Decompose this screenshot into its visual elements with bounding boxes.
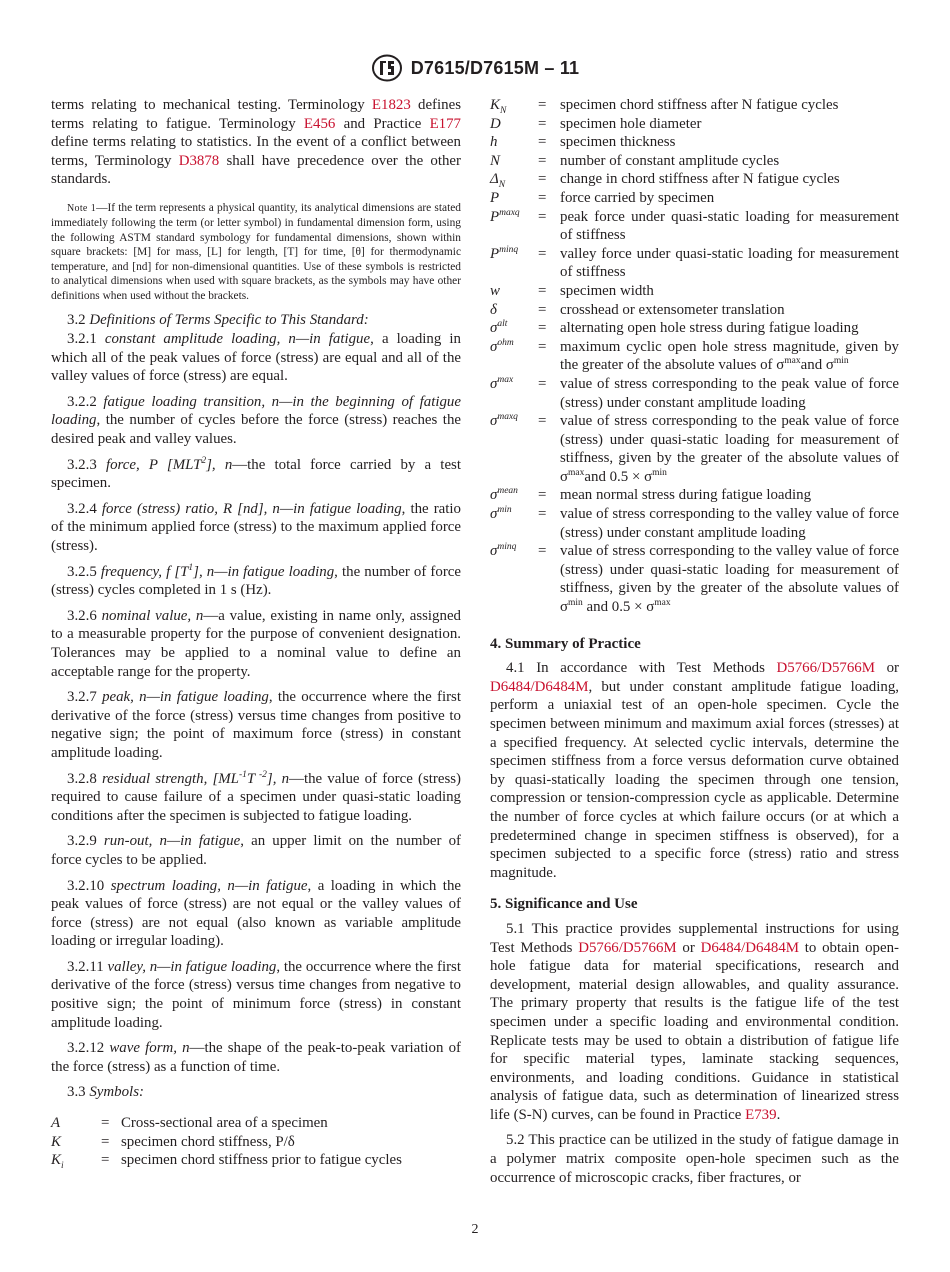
symbol-row: P = force carried by specimen	[490, 189, 715, 206]
link-d6484[interactable]: D6484/D6484M	[700, 939, 800, 956]
link-d3878[interactable]: D3878	[178, 152, 220, 169]
definition-3-2-6: 3.2.6 nominal value, n—a value, existing in name only, assigned to a measurable property for the purpose of convenient designation. Tolerances may be applied to a nominal value to define an acceptable range for the property.	[51, 607, 461, 680]
section-3-3-heading: 3.3 Symbols:	[67, 1084, 144, 1101]
definition-3-2-8: 3.2.8 residual strength, [$ML^{-1}T$ $^{-2}$], n—the value of force (stress) required to cause failure of a specimen under quasi-static loading conditions after the specimen is subjected to fatigue loading.	[51, 769, 461, 824]
definition-3-2-3: 3.2.3 force, P [MLT$^2$], n—the total force carried by a test specimen.	[51, 455, 461, 492]
symbol-row: $P^{minq}$ = valley force under quasi-static loading for measurement of stiffness	[490, 244, 899, 281]
symbol-row: $\sigma^{ohm}$ = maximum cyclic open hole stress magnitude, given by the greater of the absolute values of $\sigma^{max}and$ $\sigma^{min}$	[490, 337, 899, 374]
right-column	[490, 96, 899, 1187]
paragraph-5-1: 5.1 This practice provides supplemental instructions for using Test Methods D5766/D5766M or D6484/D6484M to obtain open-hole fatigue data for material specifications, research and development, material design allowables, and quality assurance. The primary property that results is the fatigue life of the test specimen under a specific loading and environmental condition. Replicate tests may be used to obtain a distribution of fatigue life for specific material types, laminate stacking sequences, environments, and loading conditions. Guidance in statistical analysis of fatigue data, such as determination of linearized stress life (S-N) curves, can be found in Practice E739.	[490, 920, 899, 1123]
page-number: 2	[471, 1222, 479, 1237]
link-e456[interactable]: E456	[303, 115, 336, 132]
astm-logo	[371, 54, 403, 82]
link-e177[interactable]: E177	[429, 115, 461, 132]
section-5-heading: 5. Significance and Use	[490, 896, 638, 913]
symbol-row: $\sigma^{mean}$ = mean normal stress during fatigue loading	[490, 486, 812, 504]
symbol-row: $\sigma^{max}$ = value of stress corresponding to the peak value of force (stress) under constant amplitude loading	[490, 374, 899, 411]
link-e1823[interactable]: E1823	[371, 97, 411, 113]
symbol-row: N = number of constant amplitude cycles	[490, 152, 780, 169]
symbol-row: $\sigma^{min}$ = value of stress corresponding to the valley value of force (stress) under constant amplitude loading	[490, 505, 899, 541]
definition-3-2-9: 3.2.9 run-out, n—in fatigue, an upper limit on the number of force cycles to be applied.	[51, 833, 461, 868]
intro-paragraph: terms relating to mechanical testing. Terminology E1823 defines terms relating to fatigue. Terminology E456 and Practice E177 define terms relating to statistics. In the event of a conflict between terms, Terminology D3878 shall have precedence over the other standards.	[51, 97, 461, 188]
page-header	[0, 54, 950, 84]
section-4-heading: 4. Summary of Practice	[490, 635, 641, 652]
symbol-row: w = specimen width	[490, 282, 654, 299]
definition-3-2-10: 3.2.10 spectrum loading, n—in fatigue, a loading in which the peak values of force (stress) are not equal or the valley values of force (stress) are not equal (also known as variable amplitude loading or irregular loading).	[51, 877, 461, 950]
definition-3-2-5: 3.2.5 frequency, f $[T^1]$, n—in fatigue loading, the number of force (stress) cycles completed in 1 s (Hz).	[51, 562, 462, 599]
paragraph-4-1: 4.1 In accordance with Test Methods D5766/D5766M or D6484/D6484M, but under constant amplitude fatigue loading, perform a uniaxial test of an open-hole specimen. Cycle the specimen between minimum and maximum axial forces (stresses) at a specified frequency. At selected cyclic intervals, determine the specimen stiffness from a force versus deformation curve obtained by quasi-statically loading the specimen through one tension, compression or tension-compression cycle as applicable. Determine the number of force cycles at which failure occurs (or at which a predetermined change in specimen stiffness is observed), for a specimen subjected to a specific force (stress) ratio and stress magnitude.	[490, 660, 899, 881]
definition-3-2-12: 3.2.12 wave form, n—the shape of the peak-to-peak variation of the force (stress) as a function of time.	[51, 1040, 461, 1075]
symbol-row: A = Cross-sectional area of a specimen	[51, 1115, 328, 1132]
note-1: Note 1—If the term represents a physical quantity, its analytical dimensions are stated immediately following the term (or letter symbol) in fundamental dimension form, using the following ASTM standard symbology for fundamental dimensions, shown within square brackets: [M] for mass, [L] for length, [T] for time, [θ] for thermodynamic temperature, and [nd] for non-dimensional quantities. Use of these symbols is restricted to analytical dimensions when used with square brackets, as the symbols may have other definitions when used without the brackets.	[51, 201, 461, 302]
link-d6484[interactable]: D6484/D6484M	[490, 678, 589, 695]
document-designation: D7615/D7615M – 11	[410, 57, 580, 78]
symbol-row: $\Delta_N$ = change in chord stiffness after N fatigue cycles	[490, 171, 840, 191]
symbol-row: δ = crosshead or extensometer translation	[490, 301, 785, 318]
section-3-2-heading: 3.2 Definitions of Terms Specific to This Standard:	[67, 312, 369, 329]
link-d5766[interactable]: D5766/D5766M	[578, 939, 677, 956]
symbol-row: $K_i$ = specimen chord stiffness prior to fatigue cycles	[51, 1152, 402, 1172]
definition-3-2-2: 3.2.2 fatigue loading transition, n—in the beginning of fatigue loading, the number of cycles before the force (stress) reaches the desired peak and valley values.	[51, 393, 461, 448]
symbol-row: $\sigma^{maxq}$ = value of stress corresponding to the peak value of force (stress) under quasi-static loading for measurement of stiffness, given by the greater of the absolute values of $\sigma^{max}and$ $0.5 \times \sigma^{min}$	[490, 412, 899, 485]
symbols-list-right	[490, 96, 899, 617]
symbol-row: $P^{maxq}$ = peak force under quasi-static loading for measurement of stiffness	[490, 207, 899, 244]
definition-3-2-11: 3.2.11 valley, n—in fatigue loading, the occurrence where the first derivative of the force (stress) versus time changes from negative to positive sign; the point of minimum force (stress) in constant amplitude loading.	[51, 958, 461, 1031]
symbols-list-left	[51, 1114, 461, 1170]
link-e739[interactable]: E739	[745, 1106, 777, 1123]
definition-3-2-7: 3.2.7 peak, n—in fatigue loading, the occurrence where the first derivative of the force (stress) versus time changes from positive to negative sign; the point of maximum force (stress) in constant amplitude loading.	[51, 689, 461, 761]
symbol-row: $K_N$ = specimen chord stiffness after N fatigue cycles	[490, 97, 839, 116]
symbol-row: D = specimen hole diameter	[490, 115, 702, 132]
left-column	[51, 96, 461, 1170]
definition-3-2-4: 3.2.4 force (stress) ratio, R [nd], n—in fatigue loading, the ratio of the minimum applied force (stress) to the maximum applied force (stress).	[51, 500, 461, 554]
symbol-row: $\sigma^{minq}$ = value of stress corresponding to the valley value of force (stress) under quasi-static loading for measurement of stiffness, given by the greater of the absolute values of $\sigma^{min}$ and $0.5 \times \sigma^{max}$	[490, 542, 899, 616]
symbol-row: $\sigma^{alt}$ = alternating open hole stress during fatigue loading	[490, 319, 859, 337]
definition-3-2-1: 3.2.1 constant amplitude loading, n—in fatigue, a loading in which all of the peak values of force (stress) are equal and all of the valley values of force (stress) are equal.	[51, 331, 461, 385]
symbol-row: K = specimen chord stiffness, P/δ	[51, 1133, 295, 1150]
symbol-row: h = specimen thickness	[490, 134, 676, 151]
link-d5766[interactable]: D5766/D5766M	[776, 660, 875, 677]
paragraph-5-2: 5.2 This practice can be utilized in the study of fatigue damage in a polymer matrix composite open-hole specimen such as the occurrence of microscopic cracks, fiber fractures, or	[490, 1132, 899, 1186]
